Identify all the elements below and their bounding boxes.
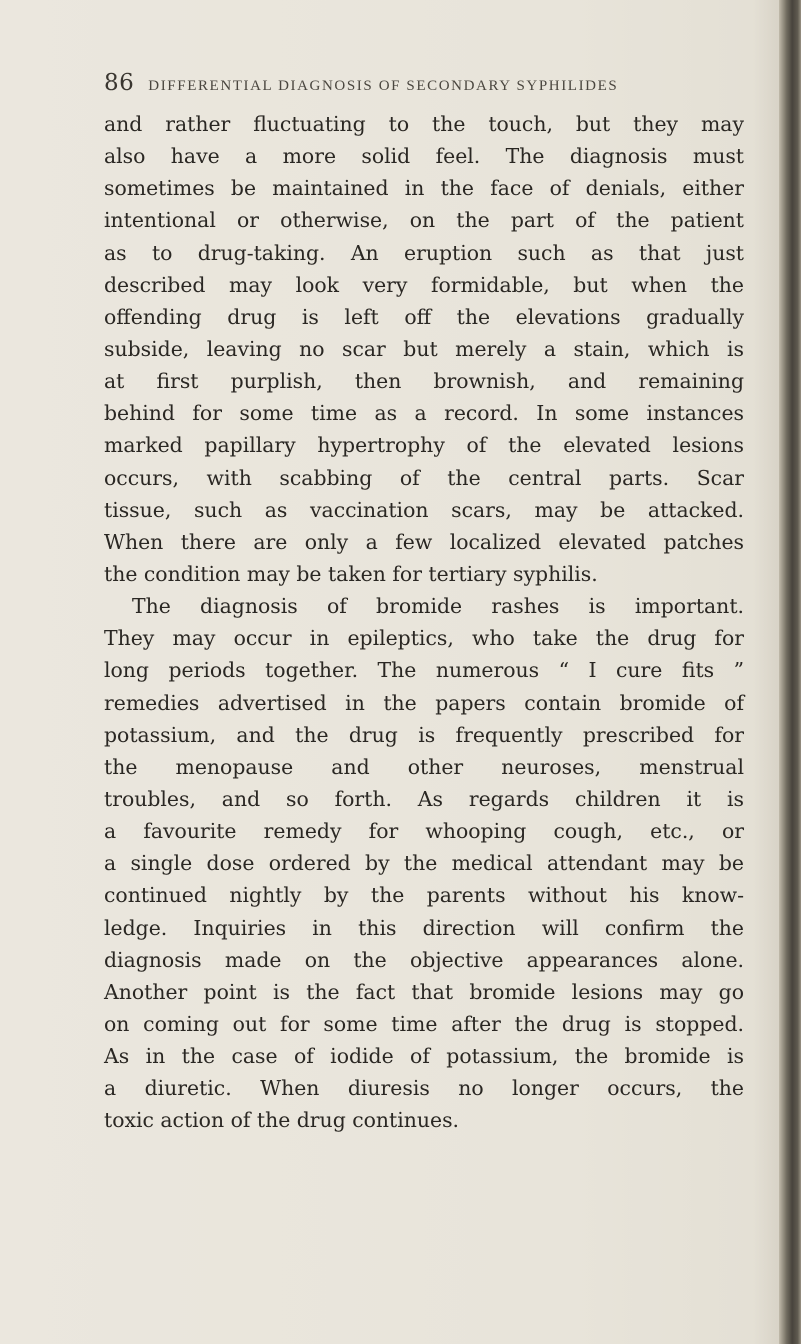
text-line: the condition may be taken for tertiary syphilis. (104, 561, 598, 586)
body-text (104, 108, 744, 1137)
text-line: on coming out for some time after the drug is stopped. (104, 1011, 744, 1036)
paragraph (104, 590, 744, 1136)
text-line: potassium, and the drug is frequently prescribed for (104, 722, 744, 747)
text-line: a diuretic. When diuresis no longer occurs, the (104, 1076, 744, 1101)
text-line: continued nightly by the parents without his know- (104, 883, 744, 908)
text-line: sometimes be maintained in the face of denials, either (104, 176, 744, 201)
running-title: DIFFERENTIAL DIAGNOSIS OF SECONDARY SYPHILIDES (148, 78, 619, 94)
text-line: Another point is the fact that bromide lesions may go (104, 979, 744, 1004)
running-header (104, 70, 744, 100)
text-line: subside, leaving no scar but merely a stain, which is (104, 336, 744, 361)
text-line: ledge. Inquiries in this direction will confirm the (104, 915, 744, 940)
text-line: They may occur in epileptics, who take the drug for (104, 626, 744, 651)
text-line: long periods together. The numerous “ I cure fits ” (104, 658, 744, 683)
text-line: diagnosis made on the objective appearances alone. (104, 947, 744, 972)
text-line: The diagnosis of bromide rashes is important. (132, 594, 744, 619)
text-line: tissue, such as vaccination scars, may be attacked. (104, 497, 744, 522)
text-line: offending drug is left off the elevations gradually (104, 304, 744, 329)
text-line: toxic action of the drug continues. (104, 1108, 460, 1133)
text-line: as to drug-taking. An eruption such as that just (104, 240, 744, 265)
text-line: When there are only a few localized elevated patches (104, 529, 744, 554)
text-line: described may look very formidable, but when the (104, 272, 744, 297)
text-line: occurs, with scabbing of the central parts. Scar (104, 465, 744, 490)
text-line: a favourite remedy for whooping cough, etc., or (104, 819, 744, 844)
text-line: remedies advertised in the papers contain bromide of (104, 690, 744, 715)
page-number: 86 (104, 70, 135, 96)
text-line: and rather fluctuating to the touch, but they may (104, 112, 744, 136)
paragraph (104, 108, 744, 590)
text-line: also have a more solid feel. The diagnosis must (104, 144, 744, 169)
text-line: marked papillary hypertrophy of the elevated lesions (104, 433, 744, 458)
text-line: the menopause and other neuroses, menstrual (104, 754, 744, 779)
text-line: As in the case of iodide of potassium, the bromide is (104, 1044, 744, 1069)
text-line: a single dose ordered by the medical attendant may be (104, 851, 744, 876)
text-line: at first purplish, then brownish, and remaining (104, 369, 744, 394)
text-line: troubles, and so forth. As regards children it is (104, 786, 744, 811)
page-binding-edge (779, 0, 801, 1344)
text-line: behind for some time as a record. In some instances (104, 401, 744, 426)
text-line: intentional or otherwise, on the part of the patient (104, 208, 744, 233)
